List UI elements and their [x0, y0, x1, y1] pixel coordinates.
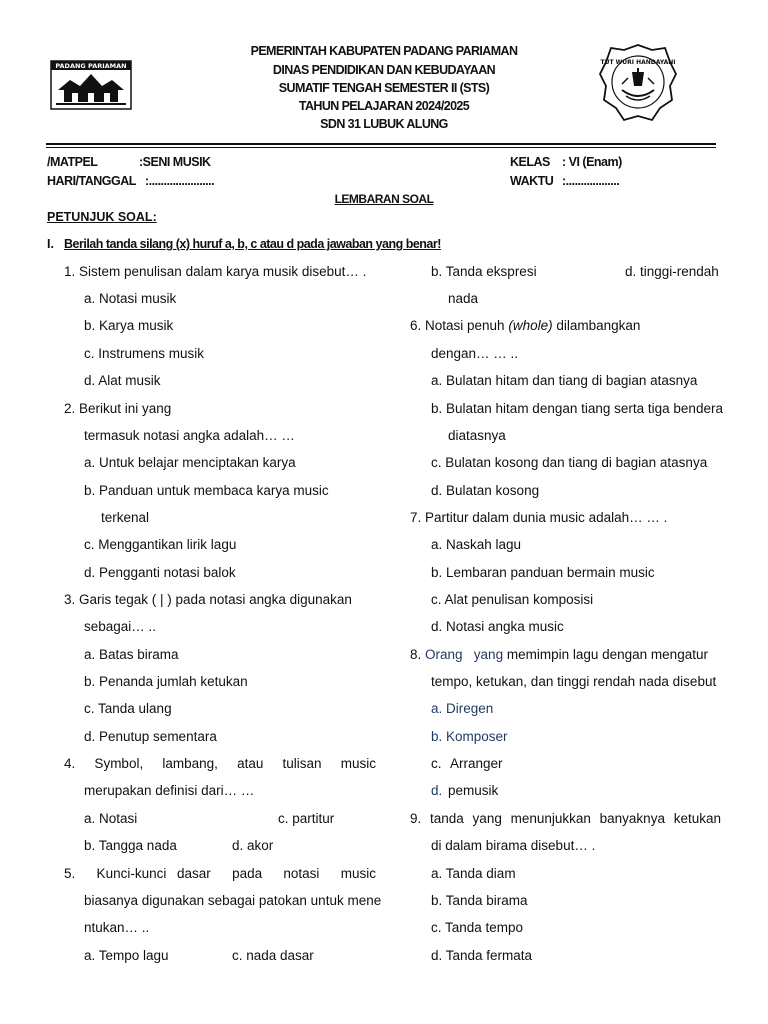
- option-8b: b. Komposer: [431, 729, 508, 744]
- option-5d-cont: nada: [448, 291, 479, 306]
- svg-text:TUT WURI HANDAYANI: TUT WURI HANDAYANI: [600, 59, 676, 66]
- question-3: 3. Garis tegak ( | ) pada notasi angka digunakan: [64, 592, 352, 607]
- hari-value: :......................: [145, 174, 215, 188]
- option-1a: a. Notasi musik: [84, 291, 177, 306]
- header-rule-thin: [46, 147, 716, 148]
- question-1: 1. Sistem penulisan dalam karya musik disebut… .: [64, 264, 367, 279]
- option-7a: a. Naskah lagu: [431, 537, 522, 552]
- kelas-label: KELAS: [510, 155, 550, 169]
- option-6b: b. Bulatan hitam dengan tiang serta tiga bendera: [431, 401, 723, 416]
- question-8-text: memimpin lagu dengan mengatur: [506, 647, 708, 662]
- option-6c: c. Bulatan kosong dan tiang di bagian atasnya: [431, 455, 708, 470]
- option-5a: a. Tempo lagu: [84, 948, 169, 963]
- svg-text:PADANG PARIAMAN: PADANG PARIAMAN: [55, 62, 127, 70]
- question-2-cont: termasuk notasi angka adalah… …: [84, 428, 295, 443]
- option-1d: d. Alat musik: [84, 373, 161, 388]
- question-5-cont-2: ntukan… ..: [84, 920, 150, 935]
- option-8d: pemusik: [448, 783, 499, 798]
- option-4c: c. partitur: [278, 811, 335, 826]
- option-5c: c. nada dasar: [232, 948, 314, 963]
- question-9: 9. tanda yang menunjukkan banyaknya ketukan: [410, 811, 721, 826]
- option-5b: b. Tanda ekspresi: [431, 264, 537, 279]
- question-6: [410, 312, 640, 339]
- option-5d: d. tinggi-rendah: [625, 264, 719, 279]
- question-4-cont: merupakan definisi dari… …: [84, 783, 255, 798]
- question-5-cont: biasanya digunakan sebagai patokan untuk mene: [84, 893, 382, 908]
- question-8-number: 8.: [410, 647, 422, 662]
- option-6d: d. Bulatan kosong: [431, 483, 540, 498]
- option-8d-letter: d.: [431, 783, 443, 798]
- option-2b-cont: terkenal: [101, 510, 150, 525]
- question-6-text: 6. Notasi penuh: [410, 318, 505, 333]
- header-line-1: PEMERINTAH KABUPATEN PADANG PARIAMAN: [250, 44, 518, 58]
- option-1c: c. Instrumens musik: [84, 346, 205, 361]
- header-line-3: SUMATIF TENGAH SEMESTER II (STS): [278, 81, 490, 95]
- option-1b: b. Karya musik: [84, 318, 174, 333]
- question-9-cont: di dalam birama disebut… .: [431, 838, 596, 853]
- instruction-number: I.: [47, 237, 54, 251]
- petunjuk-heading: PETUNJUK SOAL:: [47, 210, 157, 224]
- option-3b: b. Penanda jumlah ketukan: [84, 674, 248, 689]
- option-3d: d. Penutup sementara: [84, 729, 217, 744]
- matpel-value: :SENI MUSIK: [139, 155, 211, 169]
- question-6-cont: dengan… … ..: [431, 346, 519, 361]
- option-7c: c. Alat penulisan komposisi: [431, 592, 594, 607]
- question-5: 5. Kunci-kunci dasar pada notasi music: [64, 866, 376, 881]
- option-9d: d. Tanda fermata: [431, 948, 533, 963]
- waktu-label: WAKTU: [510, 174, 554, 188]
- question-7: 7. Partitur dalam dunia music adalah… … .: [410, 510, 668, 525]
- question-8-lead: Orang yang: [425, 647, 504, 662]
- option-6b-cont: diatasnya: [448, 428, 506, 443]
- header-rule-thick: [46, 143, 716, 145]
- question-8-cont: tempo, ketukan, dan tinggi rendah nada disebut: [431, 674, 717, 689]
- option-9b: b. Tanda birama: [431, 893, 528, 908]
- question-3-cont: sebagai… ..: [84, 619, 157, 634]
- question-2: 2. Berikut ini yang: [64, 401, 172, 416]
- question-4: 4. Symbol, lambang, atau tulisan music: [64, 756, 376, 771]
- waktu-value: :..................: [562, 174, 620, 188]
- doc-title: LEMBARAN SOAL: [334, 192, 434, 206]
- option-3a: a. Batas birama: [84, 647, 179, 662]
- option-8a: a. Diregen: [431, 701, 494, 716]
- hari-label: HARI/TANGGAL: [47, 174, 136, 188]
- question-6-text-end: dilambangkan: [556, 318, 641, 333]
- option-2a: a. Untuk belajar menciptakan karya: [84, 455, 296, 470]
- instruction-text: Berilah tanda silang (x) huruf a, b, c atau d pada jawaban yang benar!: [64, 237, 441, 251]
- option-4b: b. Tangga nada: [84, 838, 177, 853]
- question-8: [410, 641, 708, 668]
- kelas-value: : VI (Enam): [562, 155, 622, 169]
- option-4a: a. Notasi: [84, 811, 138, 826]
- matpel-label: /MATPEL: [47, 155, 98, 169]
- option-6a: a. Bulatan hitam dan tiang di bagian atasnya: [431, 373, 698, 388]
- option-3c: c. Tanda ulang: [84, 701, 172, 716]
- option-2d: d. Pengganti notasi balok: [84, 565, 236, 580]
- option-2c: c. Menggantikan lirik lagu: [84, 537, 237, 552]
- option-2b: b. Panduan untuk membaca karya music: [84, 483, 329, 498]
- question-6-whole: (whole): [508, 318, 553, 333]
- option-7d: d. Notasi angka music: [431, 619, 564, 634]
- option-8c: Arranger: [450, 756, 503, 771]
- option-9c: c. Tanda tempo: [431, 920, 524, 935]
- option-8c-letter: c.: [431, 756, 442, 771]
- option-4d: d. akor: [232, 838, 274, 853]
- header-line-2: DINAS PENDIDIKAN DAN KEBUDAYAAN: [272, 63, 496, 77]
- option-7b: b. Lembaran panduan bermain music: [431, 565, 655, 580]
- header-line-4: TAHUN PELAJARAN 2024/2025: [298, 99, 470, 113]
- header-line-5: SDN 31 LUBUK ALUNG: [320, 117, 448, 131]
- option-9a: a. Tanda diam: [431, 866, 516, 881]
